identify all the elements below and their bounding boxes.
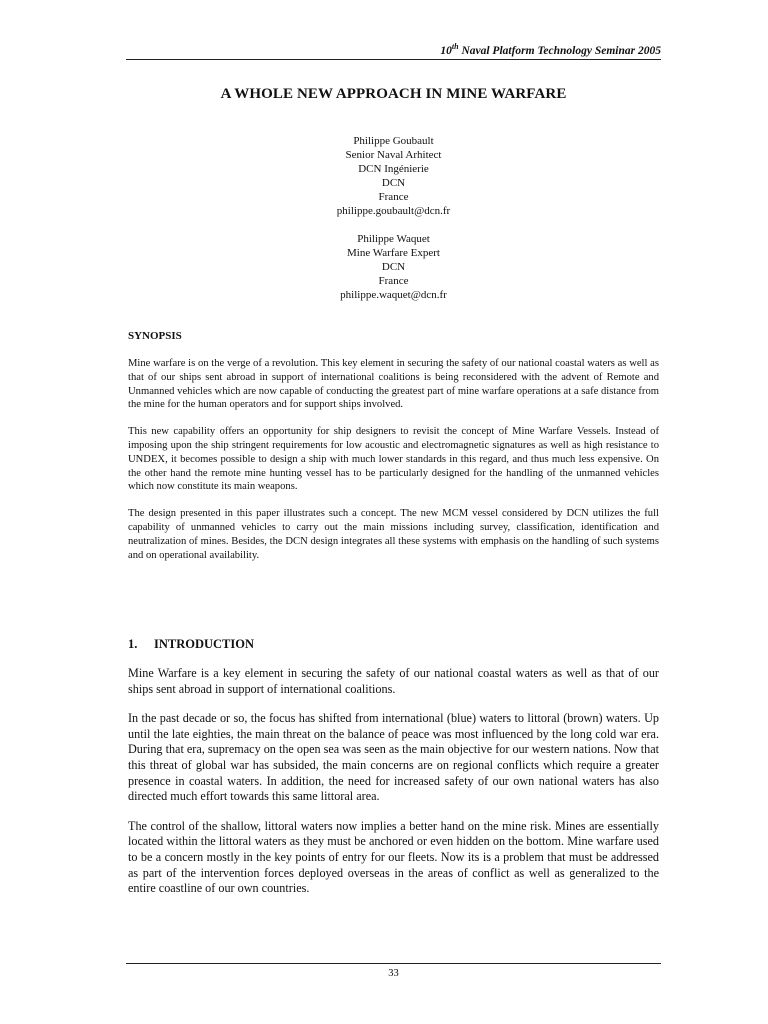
author-country: France bbox=[378, 275, 409, 287]
author-name: Philippe Waquet bbox=[357, 233, 430, 245]
synopsis-paragraph: This new capability offers an opportunity for ship designers to revisit the concept of Mine Warfare Vessels. Instead of imposing upon the ship stringent requirements for low acoustic and electromagnetic signatures as well as high resistance to UNDEX, it becomes possible to design a ship with much lower standards in this regard, and thus much less expensive. On the other hand the remote mine hunting vessel has to be particularly designed for the handling of the unmanned vehicles which now constitute its main weapons. bbox=[128, 426, 659, 493]
body-paragraph: Mine Warfare is a key element in securing the safety of our national coastal waters as well as that of our ships sent abroad in support of international coalitions. bbox=[128, 666, 659, 696]
section-title: INTRODUCTION bbox=[154, 637, 255, 651]
section-heading-introduction bbox=[128, 637, 254, 652]
introduction-body bbox=[128, 666, 659, 911]
author-email: philippe.waquet@dcn.fr bbox=[340, 289, 447, 301]
author-role: Mine Warfare Expert bbox=[347, 247, 440, 259]
synopsis-body bbox=[128, 357, 659, 575]
synopsis-paragraph: The design presented in this paper illustrates such a concept. The new MCM vessel considered by DCN utilizes the full capability of unmanned vehicles to carry out the main missions including survey, classification, identification and neutralization of mines. Besides, the DCN design integrates all these systems with emphasis on the handling of such systems and on operational availability. bbox=[128, 508, 659, 561]
running-header bbox=[126, 42, 661, 60]
author-role: Senior Naval Arhitect bbox=[345, 149, 442, 161]
author-organization: DCN Ingénierie bbox=[358, 163, 429, 175]
page-number: 33 bbox=[388, 968, 399, 979]
author-name: Philippe Goubault bbox=[353, 135, 434, 147]
synopsis-heading: SYNOPSIS bbox=[128, 330, 182, 342]
author-country: France bbox=[378, 191, 409, 203]
author-company: DCN bbox=[381, 261, 406, 273]
author-list bbox=[126, 134, 661, 316]
synopsis-paragraph: Mine warfare is on the verge of a revolution. This key element in securing the safety of our national coastal waters as well as that of our ships sent abroad in support of international coalitions is being reconsidered with the advent of Remote and Unmanned vehicles which are now capable of conducting the greatest part of mine warfare operations at a safe distance from the mine for the human operators and for support ships involved. bbox=[128, 358, 659, 411]
header-ordinal-suffix: th bbox=[451, 42, 459, 51]
section-number: 1. bbox=[128, 637, 138, 651]
body-paragraph: The control of the shallow, littoral waters now implies a better hand on the mine risk. Mines are essentially located within the littoral waters as they must be anchored or even hidden on the bottom. Mine warfare used to be a concern mostly in the key points of entry for our fleets. Now its is a problem that must be addressed as part of the intervention forces deployed overseas in the areas of conflict as well as generalized to the entire coastline of our own countries. bbox=[128, 818, 659, 896]
author-block-1 bbox=[126, 134, 661, 218]
body-paragraph: In the past decade or so, the focus has shifted from international (blue) waters to littoral (brown) waters. Up until the late eighties, the main threat on the balance of peace was most influenced by the long cold war era. During that era, supremacy on the open sea was seen as the main objective for our western nations. Now that this threat of global war has subsided, the main concerns are on regional conflicts which require a greater presence in coastal waters. In addition, the need for increased safety of our own national waters has also directed much effort towards this same littoral area. bbox=[128, 711, 660, 804]
author-email: philippe.goubault@dcn.fr bbox=[336, 205, 451, 217]
paper-title: A WHOLE NEW APPROACH IN MINE WARFARE bbox=[220, 86, 567, 102]
header-seminar-title: Naval Platform Technology Seminar 2005 bbox=[461, 44, 661, 57]
footer-divider bbox=[126, 963, 661, 964]
author-block-2 bbox=[126, 232, 661, 302]
header-ordinal: 10 bbox=[440, 44, 452, 57]
author-company: DCN bbox=[381, 177, 406, 189]
